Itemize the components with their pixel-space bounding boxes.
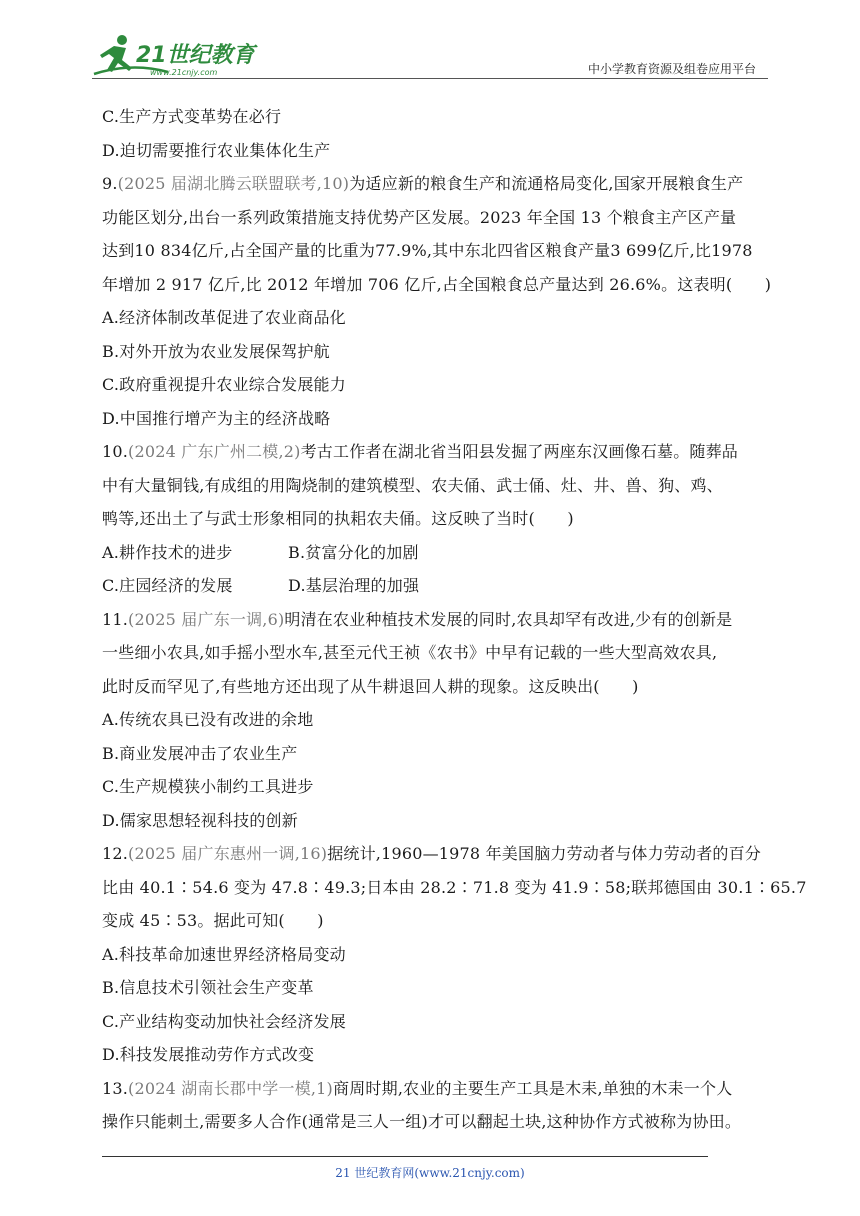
question-text-line: 功能区划分,出台一系列政策措施支持优势产区发展。2023 年全国 13 个粮食主产区产量 [102,207,737,227]
question-stem-line [102,1072,762,1106]
answer-option: A.经济体制改革促进了农业商品化 [102,308,346,327]
answer-option: B.贫富分化的加剧 [288,542,419,562]
answer-option: A.传统农具已没有改进的余地 [102,710,314,729]
question-number: 9. [102,174,118,193]
document-body [102,100,807,1139]
question-number: 12. [102,844,129,863]
answer-option: C.庄园经济的发展 [102,576,233,595]
question-text: 考古工作者在湖北省当阳县发掘了两座东汉画像石墓。随葬品 [300,442,739,461]
question-number: 11. [102,609,129,629]
answer-option: D.科技发展推动劳作方式改变 [102,1045,315,1064]
answer-option: C.政府重视提升农业综合发展能力 [102,375,346,394]
answer-option: C.产业结构变动加快社会经济发展 [102,1011,346,1031]
question-text-line: 变成 45∶53。据此可知( ) [102,911,324,930]
question-text-line: 达到10 834亿斤,占全国产量的比重为77.9%,其中东北四省区粮食产量3 699亿斤,比1978 [102,241,753,260]
question-stem-line [102,837,762,871]
header-divider [92,78,768,79]
option-pair-line [102,536,762,570]
question-text: 商周时期,农业的主要生产工具是木耒,单独的木耒一个人 [333,1078,733,1098]
site-logo [92,32,262,80]
question-number: 10. [102,442,129,461]
footer-text: 21 世纪教育网(www.21cnjy.com) [335,1166,525,1180]
question-text-line: 此时反而罕见了,有些地方还出现了从牛耕退回人耕的现象。这反映出( ) [102,676,639,696]
answer-option: C.生产方式变革势在必行 [102,107,282,126]
question-source: (2024 湖南长郡中学一模,1) [128,1078,334,1098]
answer-option: B.对外开放为农业发展保驾护航 [102,341,330,361]
question-source: (2025 届广东惠州一调,16) [128,844,328,863]
question-text-line: 年增加 2 917 亿斤,比 2012 年增加 706 亿斤,占全国粮食总产量达到 26.6%。这表明( ) [102,274,772,294]
answer-option: A.科技革命加速世界经济格局变动 [102,944,346,964]
question-text-line: 鸭等,还出土了与武士形象相同的执耜农夫俑。这反映了当时( ) [102,509,574,528]
logo-url-text: www.21cnjy.com [150,68,218,77]
logo-text: 21世纪教育 [136,43,255,68]
question-text: 为适应新的粮食生产和流通格局变化,国家开展粮食生产 [349,174,744,193]
footer-divider [102,1156,708,1157]
answer-option: D.中国推行增产为主的经济战略 [102,408,331,428]
runner-logo-icon [92,32,262,80]
question-source: (2025 届广东一调,6) [128,609,285,629]
option-pair-line [102,569,762,603]
question-text-line: 比由 40.1∶54.6 变为 47.8∶49.3;日本由 28.2∶71.8 变为 41.9∶58;联邦德国由 30.1∶65.7 [102,877,807,897]
question-number: 13. [102,1078,129,1098]
question-source: (2024 广东广州二模,2) [128,442,301,461]
question-stem-line [102,435,762,469]
answer-option: B.信息技术引领社会生产变革 [102,978,314,997]
question-text: 明清在农业种植技术发展的同时,农具却罕有改进,少有的创新是 [284,609,733,629]
question-text-line: 操作只能刺土,需要多人合作(通常是三人一组)才可以翻起土块,这种协作方式被称为协田。 [102,1112,742,1131]
question-stem-line [102,603,762,637]
page-header [0,0,860,90]
question-text-line: 一些细小农具,如手摇小型水车,甚至元代王祯《农书》中早有记载的一些大型高效农具, [102,643,718,662]
answer-option: D.基层治理的加强 [288,576,420,595]
header-platform-title: 中小学教育资源及组卷应用平台 [587,62,756,76]
question-source: (2025 届湖北腾云联盟联考,10) [117,174,350,193]
question-text-line: 中有大量铜钱,有成组的用陶烧制的建筑模型、农夫俑、武士俑、灶、井、兽、狗、鸡、 [102,475,723,495]
question-stem-line [102,167,762,201]
question-text: 据统计,1960—1978 年美国脑力劳动者与体力劳动者的百分 [327,844,761,863]
answer-option: A.耕作技术的进步 [102,542,233,562]
answer-option: D.儒家思想轻视科技的创新 [102,810,298,830]
answer-option: D.迫切需要推行农业集体化生产 [102,140,331,160]
answer-option: B.商业发展冲击了农业生产 [102,743,298,763]
answer-option: C.生产规模狭小制约工具进步 [102,777,314,796]
